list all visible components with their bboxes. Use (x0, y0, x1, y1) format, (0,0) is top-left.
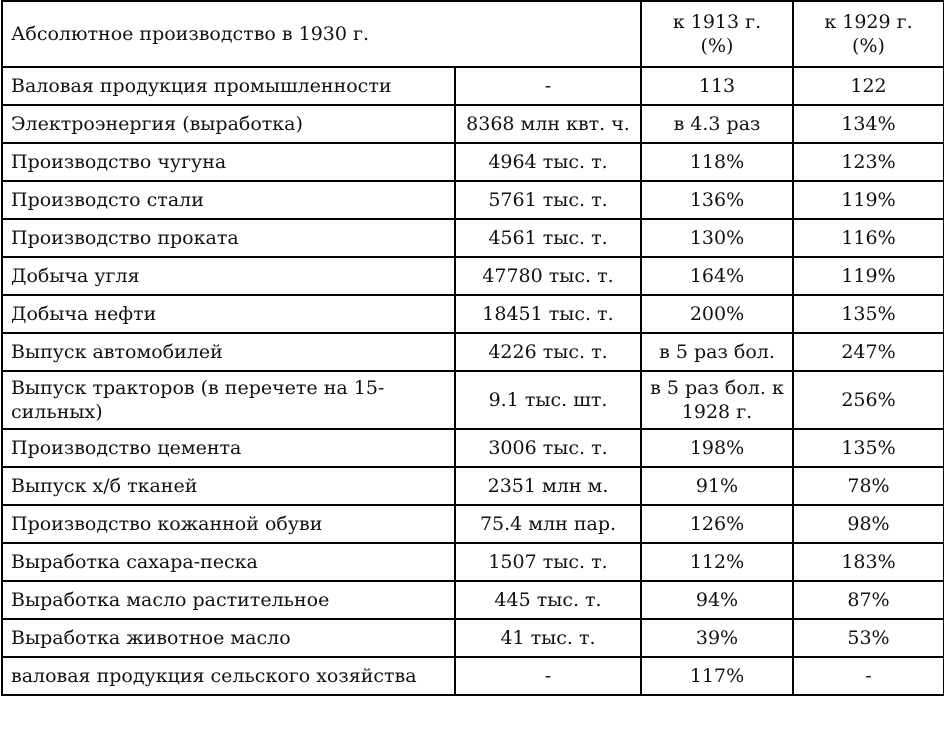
row-vs-1929: 256% (793, 371, 944, 429)
row-absolute: 3006 тыс. т. (455, 429, 641, 467)
row-name: Производство чугуна (2, 143, 455, 181)
row-vs-1929: 53% (793, 619, 944, 657)
table-row (2, 505, 944, 543)
table-row (2, 257, 944, 295)
row-absolute: 41 тыс. т. (455, 619, 641, 657)
row-vs-1913: в 5 раз бол. к 1928 г. (641, 371, 793, 429)
table-row (2, 219, 944, 257)
row-vs-1913: 117% (641, 657, 793, 695)
row-vs-1929: 135% (793, 429, 944, 467)
row-vs-1913: 91% (641, 467, 793, 505)
table-row (2, 295, 944, 333)
table-row (2, 67, 944, 105)
row-vs-1929: - (793, 657, 944, 695)
row-name: Добыча нефти (2, 295, 455, 333)
row-vs-1929: 183% (793, 543, 944, 581)
row-vs-1929: 122 (793, 67, 944, 105)
table-row (2, 143, 944, 181)
row-name: Выпуск х/б тканей (2, 467, 455, 505)
production-table (1, 0, 944, 696)
header-vs-1913-line1: к 1913 г. (672, 11, 762, 33)
row-name: Добыча угля (2, 257, 455, 295)
row-vs-1929: 123% (793, 143, 944, 181)
row-vs-1929: 87% (793, 581, 944, 619)
table-row (2, 429, 944, 467)
header-vs-1929-line1: к 1929 г. (824, 11, 913, 33)
row-vs-1913: 113 (641, 67, 793, 105)
table-row (2, 105, 944, 143)
row-vs-1913: 126% (641, 505, 793, 543)
row-vs-1929: 119% (793, 181, 944, 219)
row-name: Выработка масло растительное (2, 581, 455, 619)
row-absolute: - (455, 657, 641, 695)
row-absolute: 4226 тыс. т. (455, 333, 641, 371)
row-absolute: 18451 тыс. т. (455, 295, 641, 333)
row-name: Валовая продукция промышленности (2, 67, 455, 105)
table-row (2, 181, 944, 219)
row-name: Производство кожанной обуви (2, 505, 455, 543)
header-row (2, 1, 944, 67)
row-absolute: 8368 млн квт. ч. (455, 105, 641, 143)
row-name: Выпуск автомобилей (2, 333, 455, 371)
row-vs-1913: 136% (641, 181, 793, 219)
row-vs-1929: 135% (793, 295, 944, 333)
row-vs-1929: 119% (793, 257, 944, 295)
row-vs-1913: 118% (641, 143, 793, 181)
row-vs-1929: 98% (793, 505, 944, 543)
row-name: Производство цемента (2, 429, 455, 467)
row-absolute: 75.4 млн пар. (455, 505, 641, 543)
row-name: Выпуск тракторов (в перечете на 15-сильных) (2, 371, 455, 429)
row-absolute: 5761 тыс. т. (455, 181, 641, 219)
row-vs-1929: 78% (793, 467, 944, 505)
row-absolute: 445 тыс. т. (455, 581, 641, 619)
row-vs-1913: в 4.3 раз (641, 105, 793, 143)
row-vs-1913: 94% (641, 581, 793, 619)
header-vs-1913-line2: (%) (700, 35, 734, 57)
row-vs-1929: 134% (793, 105, 944, 143)
row-name: Производсто стали (2, 181, 455, 219)
row-absolute: 47780 тыс. т. (455, 257, 641, 295)
table-row (2, 619, 944, 657)
row-name: Электроэнергия (выработка) (2, 105, 455, 143)
header-vs-1929-line2: (%) (852, 35, 885, 57)
row-vs-1913: в 5 раз бол. (641, 333, 793, 371)
row-absolute: 4561 тыс. т. (455, 219, 641, 257)
table-row (2, 333, 944, 371)
row-absolute: 9.1 тыс. шт. (455, 371, 641, 429)
table-row (2, 543, 944, 581)
row-absolute: 1507 тыс. т. (455, 543, 641, 581)
row-name: Выработка сахара-песка (2, 543, 455, 581)
row-absolute: 2351 млн м. (455, 467, 641, 505)
table-row (2, 657, 944, 695)
table-row (2, 467, 944, 505)
row-name: валовая продукция сельского хозяйства (2, 657, 455, 695)
row-vs-1913: 39% (641, 619, 793, 657)
row-name: Производство проката (2, 219, 455, 257)
header-vs-1913 (641, 1, 793, 67)
table-row (2, 371, 944, 429)
row-absolute: 4964 тыс. т. (455, 143, 641, 181)
header-vs-1929 (793, 1, 944, 67)
row-vs-1913: 200% (641, 295, 793, 333)
row-vs-1929: 247% (793, 333, 944, 371)
row-vs-1913: 164% (641, 257, 793, 295)
row-vs-1929: 116% (793, 219, 944, 257)
table-title: Абсолютное производство в 1930 г. (2, 1, 641, 67)
row-vs-1913: 112% (641, 543, 793, 581)
row-vs-1913: 198% (641, 429, 793, 467)
table-row (2, 581, 944, 619)
row-name: Выработка животное масло (2, 619, 455, 657)
row-absolute: - (455, 67, 641, 105)
row-vs-1913: 130% (641, 219, 793, 257)
